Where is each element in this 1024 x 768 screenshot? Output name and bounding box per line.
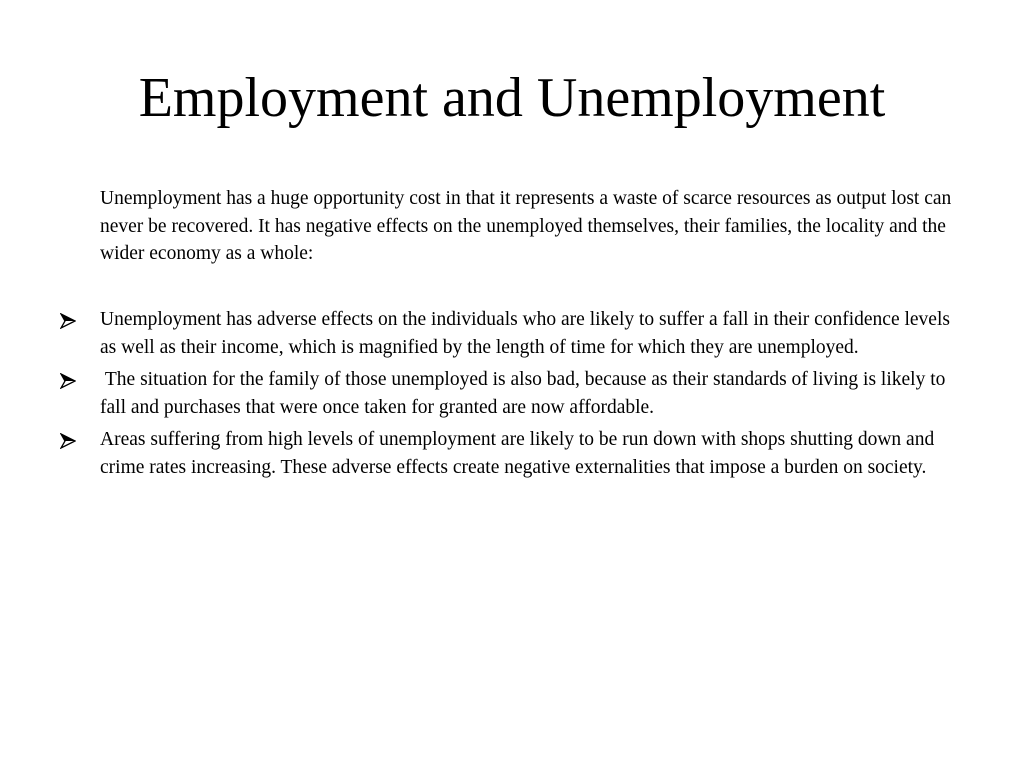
bullet-list [60,306,970,486]
bullet-text: Unemployment has adverse effects on the individuals who are likely to suffer a fall in their confidence levels as well as their income, which is magnified by the length of time for which they are unemployed. [100,309,950,358]
arrowhead-bullet-icon [60,433,76,449]
list-item [60,426,970,481]
slide-title: Employment and Unemployment [138,67,886,129]
list-item [60,306,970,361]
bullet-text: The situation for the family of those unemployed is also bad, because as their standards of living is likely to fall and purchases that were once taken for granted are now affordable. [100,369,951,418]
list-item [60,366,970,421]
arrowhead-bullet-icon [60,313,76,329]
bullet-text: Areas suffering from high levels of unemployment are likely to be run down with shops shutting down and crime rates increasing. These adverse effects create negative externalities that impose a burden on society. [100,429,935,478]
arrowhead-bullet-icon [60,373,76,389]
intro-paragraph: Unemployment has a huge opportunity cost in that it represents a waste of scarce resources as output lost can never be recovered. It has negative effects on the unemployed themselves, their families, the locality and the wider economy as a whole: [100,188,952,264]
